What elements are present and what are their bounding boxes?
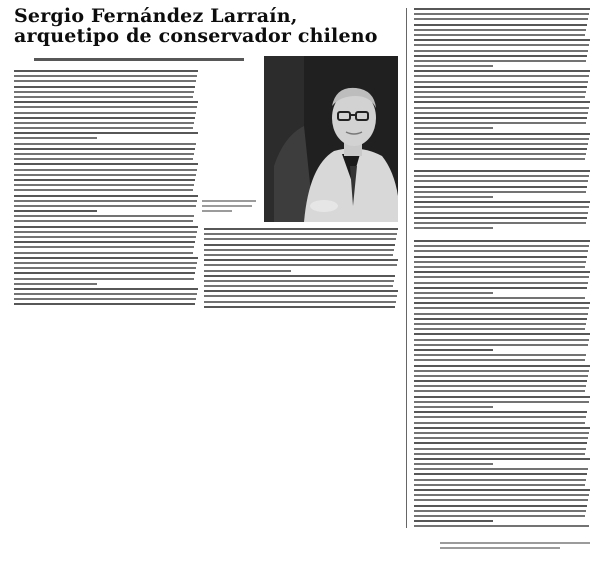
text-line xyxy=(14,303,195,305)
text-line xyxy=(414,370,589,372)
text-line xyxy=(14,143,196,145)
text-line xyxy=(414,328,585,330)
text-line xyxy=(414,354,586,356)
text-line xyxy=(204,254,393,256)
text-line xyxy=(14,195,198,197)
text-line xyxy=(14,252,193,254)
text-line xyxy=(414,75,589,77)
text-line xyxy=(414,416,586,418)
text-line xyxy=(414,365,590,367)
text-line xyxy=(14,80,196,82)
text-line xyxy=(414,453,585,455)
text-line xyxy=(414,396,590,398)
text-line xyxy=(14,86,195,88)
text-line xyxy=(414,191,586,193)
text-line xyxy=(414,117,587,119)
text-line xyxy=(414,65,493,67)
text-line xyxy=(414,385,586,387)
text-line xyxy=(414,256,587,258)
text-line xyxy=(14,231,197,233)
text-line xyxy=(204,228,398,230)
text-line xyxy=(14,91,194,93)
text-line xyxy=(414,24,587,26)
text-line xyxy=(414,91,586,93)
text-line xyxy=(414,158,585,160)
text-line xyxy=(414,18,588,20)
article-column-left xyxy=(14,70,198,309)
text-line xyxy=(414,186,587,188)
text-line xyxy=(414,261,586,263)
text-line xyxy=(414,271,590,273)
headline xyxy=(14,6,400,46)
text-line xyxy=(414,138,589,140)
text-line xyxy=(414,55,587,57)
text-line xyxy=(414,148,587,150)
source-footnote xyxy=(440,542,600,552)
text-line xyxy=(414,196,493,198)
text-line xyxy=(414,406,493,408)
text-line xyxy=(14,75,197,77)
text-line xyxy=(14,288,198,290)
text-line xyxy=(14,226,198,228)
text-line xyxy=(414,50,588,52)
text-line xyxy=(414,359,585,361)
text-line xyxy=(14,184,194,186)
text-line xyxy=(204,233,397,235)
text-line xyxy=(414,505,587,507)
text-line xyxy=(414,96,585,98)
text-line xyxy=(414,302,590,304)
text-line xyxy=(14,293,197,295)
text-line xyxy=(414,86,587,88)
text-line xyxy=(414,60,586,62)
text-line xyxy=(204,238,396,240)
photo-caption xyxy=(202,200,260,216)
text-line xyxy=(414,442,587,444)
text-line xyxy=(414,170,590,172)
text-line xyxy=(414,276,589,278)
text-line xyxy=(414,448,586,450)
text-line xyxy=(14,117,195,119)
text-line xyxy=(204,306,395,308)
text-line xyxy=(414,34,585,36)
text-line xyxy=(14,132,198,134)
text-line xyxy=(414,468,588,470)
text-line xyxy=(414,349,493,351)
text-line xyxy=(414,201,590,203)
byline xyxy=(34,58,264,64)
text-line xyxy=(414,101,590,103)
text-line xyxy=(414,427,590,429)
text-line xyxy=(414,8,590,10)
article-column-middle xyxy=(204,228,398,311)
text-line xyxy=(414,437,588,439)
text-line xyxy=(204,280,394,282)
text-line xyxy=(414,227,493,229)
text-line xyxy=(204,244,395,246)
text-line xyxy=(14,137,97,139)
text-line xyxy=(204,301,396,303)
text-line xyxy=(414,175,589,177)
text-line xyxy=(14,262,197,264)
text-line xyxy=(14,122,194,124)
text-line xyxy=(14,278,194,280)
text-line xyxy=(414,143,588,145)
text-line xyxy=(14,241,195,243)
column-divider xyxy=(406,8,407,528)
text-line xyxy=(414,297,585,299)
text-line xyxy=(14,220,193,222)
text-line xyxy=(414,333,590,335)
text-line xyxy=(414,323,586,325)
text-line xyxy=(414,380,587,382)
text-line xyxy=(414,463,493,465)
text-line xyxy=(414,81,588,83)
text-line xyxy=(414,313,588,315)
text-line xyxy=(14,153,194,155)
text-line xyxy=(14,215,194,217)
text-line xyxy=(414,266,585,268)
headline-line-1: Sergio Fernández Larraín, xyxy=(14,5,298,27)
text-line xyxy=(204,259,398,261)
text-line xyxy=(414,282,588,284)
text-line xyxy=(414,494,589,496)
text-line xyxy=(414,411,587,413)
text-line xyxy=(414,307,589,309)
text-line xyxy=(14,163,198,165)
text-line xyxy=(414,153,586,155)
text-line xyxy=(414,432,589,434)
text-line xyxy=(414,401,589,403)
text-line xyxy=(414,484,585,486)
text-line xyxy=(414,180,588,182)
text-line xyxy=(14,158,193,160)
text-line xyxy=(414,29,586,31)
text-line xyxy=(14,101,198,103)
text-line xyxy=(414,217,587,219)
text-line xyxy=(414,515,585,517)
text-line xyxy=(14,127,193,129)
text-line xyxy=(414,375,588,377)
text-line xyxy=(14,257,198,259)
text-line xyxy=(414,212,588,214)
text-line xyxy=(414,473,587,475)
text-line xyxy=(414,479,586,481)
text-line xyxy=(14,210,97,212)
text-line xyxy=(204,285,393,287)
text-line xyxy=(414,520,493,522)
text-line xyxy=(414,70,590,72)
text-line xyxy=(14,200,197,202)
text-line xyxy=(414,390,585,392)
text-line xyxy=(204,249,394,251)
text-line xyxy=(204,275,395,277)
text-line xyxy=(14,236,196,238)
portrait-photo xyxy=(264,56,398,222)
text-line xyxy=(14,169,197,171)
text-line xyxy=(414,250,588,252)
text-line xyxy=(414,127,493,129)
text-line xyxy=(414,458,590,460)
text-line xyxy=(414,422,585,424)
article-column-right-continued xyxy=(414,170,590,232)
text-line xyxy=(204,295,397,297)
text-line xyxy=(414,344,588,346)
text-line xyxy=(14,112,196,114)
text-line xyxy=(14,267,196,269)
text-line xyxy=(414,499,588,501)
text-line xyxy=(14,96,193,98)
text-line xyxy=(14,106,197,108)
text-line xyxy=(414,206,589,208)
portrait-image xyxy=(264,56,398,222)
text-line xyxy=(14,246,194,248)
text-line xyxy=(204,290,398,292)
text-line xyxy=(414,222,586,224)
text-line xyxy=(414,489,590,491)
text-line xyxy=(414,240,590,242)
text-line xyxy=(414,510,586,512)
text-line xyxy=(414,112,588,114)
text-line xyxy=(414,39,590,41)
text-line xyxy=(414,122,586,124)
text-line xyxy=(14,205,196,207)
headline-line-2: arquetipo de conservador chileno xyxy=(14,25,378,47)
text-line xyxy=(414,44,589,46)
text-line xyxy=(414,245,589,247)
text-line xyxy=(414,339,589,341)
text-line xyxy=(14,283,97,285)
text-line xyxy=(14,174,196,176)
article-column-right-end xyxy=(414,240,590,531)
text-line xyxy=(414,525,589,527)
text-line xyxy=(414,13,589,15)
text-line xyxy=(414,133,590,135)
text-line xyxy=(414,318,587,320)
text-line xyxy=(14,298,196,300)
text-line xyxy=(414,287,587,289)
text-line xyxy=(414,292,493,294)
text-line xyxy=(14,189,193,191)
text-line xyxy=(204,270,291,272)
text-line xyxy=(414,107,589,109)
text-line xyxy=(14,148,195,150)
text-line xyxy=(14,272,195,274)
text-line xyxy=(14,70,198,72)
text-line xyxy=(204,264,397,266)
text-line xyxy=(14,179,195,181)
article-column-right xyxy=(414,8,590,164)
